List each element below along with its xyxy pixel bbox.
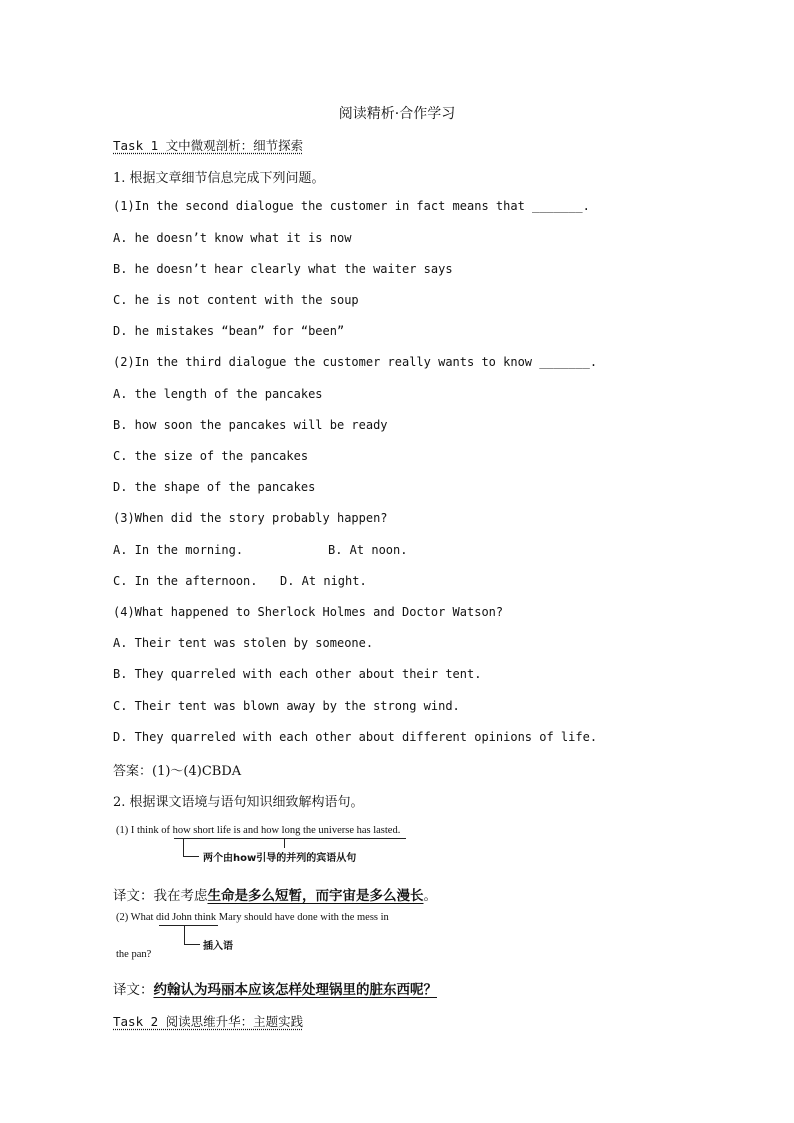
sentence2-parenthesis: John think [172,912,217,923]
sentence1-clause2: how long the universe has lasted [260,825,398,836]
sentence2-underline [159,925,218,926]
translation1: 译文：我在考虑生命是多么短暂，而宇宙是多么漫长。 [113,888,437,904]
q2-stem: (2)In the third dialogue the customer really wants to know _______. [113,355,598,369]
q2-option-a: A. the length of the pancakes [113,387,323,401]
sentence1-clause1: how short life is [172,825,241,836]
sentence2-bracket-leg [184,944,200,945]
task2-heading: Task 2 阅读思维升华：主题实践 [113,1014,304,1029]
q4-option-a: A. Their tent was stolen by someone. [113,636,374,650]
sentence1-bracket-leg [183,856,199,857]
page-title: 阅读精析·合作学习 [338,106,456,122]
sentence1-note: 两个由how引导的并列的宾语从句 [203,853,357,864]
q1-option-c: C. he is not content with the soup [113,293,359,307]
sentence1-bracket-right [284,838,285,848]
translation1-highlight1: 生命是多么短暂， [207,888,316,904]
q3-stem: (3)When did the story probably happen? [113,511,388,525]
q3-option-a: A. In the morning. [113,543,244,557]
q1-option-b: B. he doesn’t hear clearly what the waiter says [113,262,453,276]
sentence1: (1) I think of how short life is and how long the universe has lasted. [116,825,401,836]
translation1-highlight2: 而宇宙是多么漫长 [315,888,424,904]
translation2: 译文：约翰认为玛丽本应该怎样处理锅里的脏东西呢？ [113,982,437,998]
sentence2-note: 插入语 [203,941,233,952]
q1-option-a: A. he doesn’t know what it is now [113,231,352,245]
q4-option-b: B. They quarreled with each other about their tent. [113,667,482,681]
q1-intro: 1. 根据文章细节信息完成下列问题。 [113,171,325,186]
sentence1-bracket-left [183,838,184,857]
q4-stem: (4)What happened to Sherlock Holmes and Doctor Watson? [113,605,504,619]
q4-option-d: D. They quarreled with each other about different opinions of life. [113,730,598,744]
sentence2-bracket [184,925,185,945]
q2-option-b: B. how soon the pancakes will be ready [113,418,388,432]
q3-option-d: D. At night. [280,574,367,588]
sentence2-line2: the pan? [116,949,152,960]
q1-option-d: D. he mistakes “bean” for “been” [113,324,345,338]
sentence2: (2) What did John think Mary should have done with the mess in [116,912,389,923]
q3-option-b: B. At noon. [328,543,408,557]
task1-heading: Task 1 文中微观剖析：细节探索 [113,138,304,153]
answer-key: 答案：(1)～(4)CBDA [113,764,242,779]
q1-stem: (1)In the second dialogue the customer in fact means that _______. [113,199,590,213]
q2-option-d: D. the shape of the pancakes [113,480,316,494]
q3-option-c: C. In the afternoon. [113,574,258,588]
q2-option-c: C. the size of the pancakes [113,449,309,463]
q4-option-c: C. Their tent was blown away by the strong wind. [113,699,460,713]
sentence1-underline [174,838,406,839]
q2-intro: 2. 根据课文语境与语句知识细致解构语句。 [113,795,364,810]
translation2-highlight: 约翰认为玛丽本应该怎样处理锅里的脏东西呢？ [153,982,437,998]
